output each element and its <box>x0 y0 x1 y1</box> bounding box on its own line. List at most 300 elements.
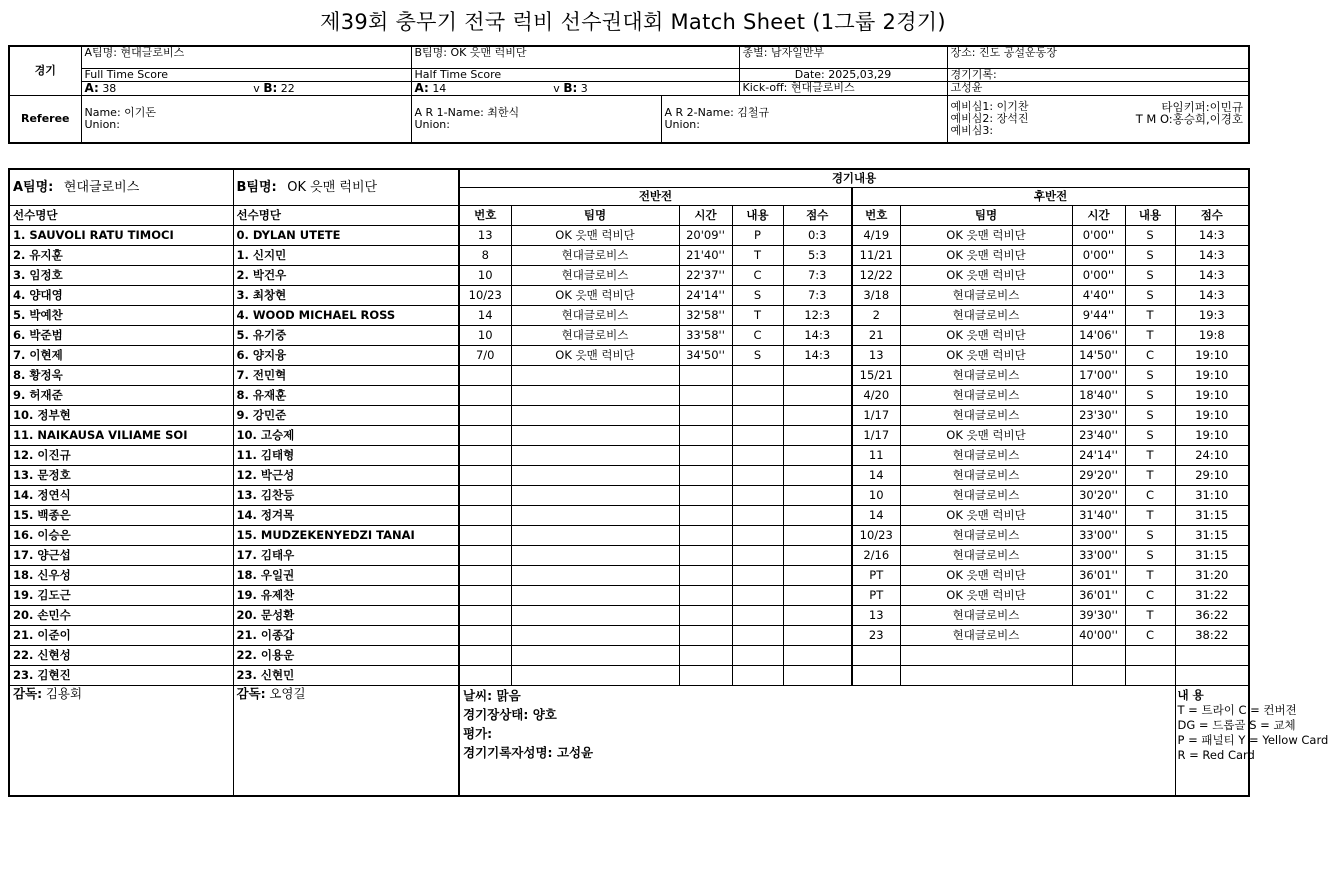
second-half-time: 33'00'' <box>1072 526 1125 546</box>
second-half-time: 0'00'' <box>1072 246 1125 266</box>
first-half-time <box>679 586 732 606</box>
second-half-no: 2 <box>852 306 900 326</box>
second-half-time: 23'30'' <box>1072 406 1125 426</box>
player-a: 20. 손민수 <box>9 606 233 626</box>
second-half-team: OK 읏맨 럭비단 <box>900 506 1072 526</box>
player-a: 12. 이진규 <box>9 446 233 466</box>
second-half-score: 19:8 <box>1175 326 1249 346</box>
first-half-team <box>511 586 679 606</box>
first-half-type: C <box>732 266 783 286</box>
first-half-no: 10 <box>459 326 511 346</box>
first-half-time <box>679 566 732 586</box>
half-time-score <box>411 81 739 95</box>
second-half-time: 14'06'' <box>1072 326 1125 346</box>
first-half-time <box>679 446 732 466</box>
first-half-time <box>679 646 732 666</box>
table-row <box>9 386 1249 406</box>
first-half-no <box>459 466 511 486</box>
player-b: 17. 김태우 <box>233 546 459 566</box>
table-row <box>9 286 1249 306</box>
first-half-no <box>459 606 511 626</box>
first-half-score <box>783 526 852 546</box>
player-a: 23. 김현진 <box>9 666 233 686</box>
player-b: 11. 김태형 <box>233 446 459 466</box>
first-half-score <box>783 586 852 606</box>
second-half-time: 33'00'' <box>1072 546 1125 566</box>
first-half-time <box>679 366 732 386</box>
second-half-team: OK 읏맨 럭비단 <box>900 426 1072 446</box>
first-half-time: 32'58'' <box>679 306 732 326</box>
second-half-team: 현대글로비스 <box>900 526 1072 546</box>
first-half-type: P <box>732 226 783 246</box>
first-half-score: 5:3 <box>783 246 852 266</box>
table-row <box>9 626 1249 646</box>
col-type2: 내용 <box>1125 206 1175 226</box>
first-half-type <box>732 606 783 626</box>
ht-b-label: B: <box>563 80 578 95</box>
player-b: 20. 문성환 <box>233 606 459 626</box>
table-row <box>9 306 1249 326</box>
first-half-no <box>459 646 511 666</box>
second-half-type: S <box>1125 406 1175 426</box>
table-row <box>9 546 1249 566</box>
second-half-no: 12/22 <box>852 266 900 286</box>
first-half-team: OK 읏맨 럭비단 <box>511 286 679 306</box>
player-a: 2. 유지훈 <box>9 246 233 266</box>
second-half-type: C <box>1125 486 1175 506</box>
referee-name-text: Name: 이기돈 <box>84 105 157 119</box>
first-half-team <box>511 546 679 566</box>
first-half-no <box>459 386 511 406</box>
second-half-no: 10/23 <box>852 526 900 546</box>
first-half-no <box>459 426 511 446</box>
first-half-team <box>511 666 679 686</box>
referee-label: Referee <box>9 95 81 143</box>
first-half-type <box>732 506 783 526</box>
second-half-team: OK 읏맨 럭비단 <box>900 566 1072 586</box>
first-half-time <box>679 506 732 526</box>
match-content-table <box>8 168 1328 797</box>
player-a: 13. 문정호 <box>9 466 233 486</box>
second-half-type: C <box>1125 346 1175 366</box>
reserve2: 예비심2: 장석진 <box>950 111 1029 125</box>
second-half-score: 24:10 <box>1175 446 1249 466</box>
first-half-team: 현대글로비스 <box>511 306 679 326</box>
second-half-team: 현대글로비스 <box>900 546 1072 566</box>
first-half-score <box>783 646 852 666</box>
second-half-no: 11 <box>852 446 900 466</box>
first-half-no <box>459 446 511 466</box>
second-half-type <box>1125 646 1175 666</box>
second-half-score: 14:3 <box>1175 286 1249 306</box>
table-row <box>9 666 1249 686</box>
player-b: 5. 유기중 <box>233 326 459 346</box>
legend-1: T = 트라이 C = 컨버젼 <box>1177 703 1297 717</box>
second-half-type: S <box>1125 286 1175 306</box>
second-half-team: 현대글로비스 <box>900 446 1072 466</box>
team-a-header-label: A팀명: <box>13 180 54 195</box>
first-half-score: 7:3 <box>783 286 852 306</box>
second-half-team: 현대글로비스 <box>900 486 1072 506</box>
col-type: 내용 <box>732 206 783 226</box>
player-b: 19. 유제찬 <box>233 586 459 606</box>
second-half-time: 39'30'' <box>1072 606 1125 626</box>
first-half-type <box>732 546 783 566</box>
team-a-header <box>9 169 233 206</box>
first-half-time: 20'09'' <box>679 226 732 246</box>
player-a: 21. 이준이 <box>9 626 233 646</box>
first-half-type: S <box>732 286 783 306</box>
second-half-time <box>1072 646 1125 666</box>
first-half-score <box>783 666 852 686</box>
first-half-team <box>511 366 679 386</box>
first-half-team <box>511 386 679 406</box>
player-b: 9. 강민준 <box>233 406 459 426</box>
coach-b <box>233 686 459 796</box>
second-half-time: 18'40'' <box>1072 386 1125 406</box>
team-b-header <box>233 169 459 206</box>
first-half-type <box>732 486 783 506</box>
col-no: 번호 <box>459 206 511 226</box>
first-half-no <box>459 566 511 586</box>
second-half-type: S <box>1125 366 1175 386</box>
player-b: 21. 이종갑 <box>233 626 459 646</box>
second-half-team: OK 읏맨 럭비단 <box>900 346 1072 366</box>
first-half-team <box>511 526 679 546</box>
first-half-score <box>783 486 852 506</box>
second-half-type: T <box>1125 506 1175 526</box>
legend-4: R = Red Card <box>1177 748 1255 762</box>
first-half-no: 10 <box>459 266 511 286</box>
first-half-no <box>459 506 511 526</box>
second-half-team: 현대글로비스 <box>900 626 1072 646</box>
player-b: 1. 신지민 <box>233 246 459 266</box>
ft-b-label: B: <box>263 80 278 95</box>
player-a: 22. 신현성 <box>9 646 233 666</box>
second-half-score: 19:10 <box>1175 346 1249 366</box>
ht-a-label: A: <box>414 80 429 95</box>
second-half-time: 0'00'' <box>1072 226 1125 246</box>
first-half-team <box>511 646 679 666</box>
col-team2: 팀명 <box>900 206 1072 226</box>
reserve1: 예비심1: 이기찬 <box>950 99 1029 113</box>
first-half-time <box>679 666 732 686</box>
recorder-label: 경기기록: <box>947 68 1249 81</box>
second-half-type: S <box>1125 266 1175 286</box>
second-half-time: 29'20'' <box>1072 466 1125 486</box>
second-half-team: 현대글로비스 <box>900 606 1072 626</box>
table-row <box>9 486 1249 506</box>
second-half-time: 30'20'' <box>1072 486 1125 506</box>
second-half-no: 2/16 <box>852 546 900 566</box>
player-b: 6. 양지융 <box>233 346 459 366</box>
col-score: 점수 <box>783 206 852 226</box>
reserve3: 예비심3: <box>950 123 994 137</box>
first-half-score <box>783 386 852 406</box>
first-half-time: 34'50'' <box>679 346 732 366</box>
first-half-no: 7/0 <box>459 346 511 366</box>
match-info-table <box>8 45 1250 144</box>
coach-b-value: 오영길 <box>269 686 306 701</box>
first-half-score <box>783 626 852 646</box>
ht-a-score: 14 <box>432 81 447 95</box>
match-notes <box>459 686 1175 796</box>
legend-2: DG = 드롭골 S = 교체 <box>1177 718 1296 732</box>
first-half-time: 22'37'' <box>679 266 732 286</box>
second-half-team: OK 읏맨 럭비단 <box>900 586 1072 606</box>
second-half-no: 13 <box>852 606 900 626</box>
second-half-team: OK 읏맨 럭비단 <box>900 326 1072 346</box>
tmo: T M O:홍승희,이경호 <box>1135 111 1243 126</box>
second-half-type: S <box>1125 426 1175 446</box>
table-row <box>9 446 1249 466</box>
player-b: 4. WOOD MICHAEL ROSS <box>233 306 459 326</box>
second-half-time: 4'40'' <box>1072 286 1125 306</box>
first-half-type <box>732 626 783 646</box>
player-b: 18. 우일권 <box>233 566 459 586</box>
second-half-type: S <box>1125 546 1175 566</box>
first-half-score <box>783 546 852 566</box>
first-half-time <box>679 426 732 446</box>
first-half-no <box>459 666 511 686</box>
first-half-score: 7:3 <box>783 266 852 286</box>
first-half-score <box>783 406 852 426</box>
player-b: 8. 유재훈 <box>233 386 459 406</box>
player-a: 14. 정연식 <box>9 486 233 506</box>
ar1-union: Union: <box>414 117 450 131</box>
second-half-type: T <box>1125 446 1175 466</box>
first-half-type <box>732 366 783 386</box>
table-row <box>9 466 1249 486</box>
second-half-score: 14:3 <box>1175 266 1249 286</box>
first-half-time: 24'14'' <box>679 286 732 306</box>
first-half-team <box>511 606 679 626</box>
second-half-type: S <box>1125 386 1175 406</box>
first-half-team: 현대글로비스 <box>511 326 679 346</box>
first-half-time: 21'40'' <box>679 246 732 266</box>
second-half-header: 후반전 <box>852 188 1249 206</box>
player-a: 19. 김도근 <box>9 586 233 606</box>
second-half-time: 17'00'' <box>1072 366 1125 386</box>
first-half-score: 14:3 <box>783 326 852 346</box>
second-half-score: 31:15 <box>1175 546 1249 566</box>
coach-a <box>9 686 233 796</box>
first-half-score <box>783 366 852 386</box>
first-half-score: 0:3 <box>783 226 852 246</box>
ar1 <box>411 95 661 143</box>
second-half-score: 19:10 <box>1175 366 1249 386</box>
second-half-time: 36'01'' <box>1072 566 1125 586</box>
first-half-score: 12:3 <box>783 306 852 326</box>
first-half-team <box>511 566 679 586</box>
second-half-time: 9'44'' <box>1072 306 1125 326</box>
first-half-time <box>679 406 732 426</box>
table-row <box>9 506 1249 526</box>
second-half-type: T <box>1125 306 1175 326</box>
player-a: 17. 양근섭 <box>9 546 233 566</box>
field-condition: 경기장상태: 양호 <box>463 707 557 722</box>
recorder: 고성윤 <box>947 81 1249 95</box>
first-half-score <box>783 446 852 466</box>
col-time: 시간 <box>679 206 732 226</box>
second-half-time: 0'00'' <box>1072 266 1125 286</box>
second-half-type: S <box>1125 526 1175 546</box>
player-b: 0. DYLAN UTETE <box>233 226 459 246</box>
table-row <box>9 606 1249 626</box>
second-half-no: PT <box>852 586 900 606</box>
first-half-score: 14:3 <box>783 346 852 366</box>
table-row <box>9 566 1249 586</box>
second-half-no: 4/19 <box>852 226 900 246</box>
first-half-type <box>732 426 783 446</box>
table-row <box>9 406 1249 426</box>
first-half-time <box>679 626 732 646</box>
first-half-time <box>679 386 732 406</box>
second-half-team: 현대글로비스 <box>900 406 1072 426</box>
first-half-no: 8 <box>459 246 511 266</box>
first-half-team <box>511 486 679 506</box>
second-half-team <box>900 666 1072 686</box>
first-half-type: T <box>732 246 783 266</box>
first-half-score <box>783 426 852 446</box>
first-half-no <box>459 626 511 646</box>
table-row <box>9 646 1249 666</box>
second-half-score: 19:10 <box>1175 406 1249 426</box>
ht-v: v <box>553 81 560 95</box>
player-b: 7. 전민혁 <box>233 366 459 386</box>
timekeeper: 타임키퍼:이민규 <box>1161 99 1243 114</box>
col-team: 팀명 <box>511 206 679 226</box>
player-a: 16. 이승은 <box>9 526 233 546</box>
col-no2: 번호 <box>852 206 900 226</box>
first-half-type <box>732 586 783 606</box>
player-a: 5. 박예찬 <box>9 306 233 326</box>
player-a: 15. 백종은 <box>9 506 233 526</box>
second-half-score: 31:22 <box>1175 586 1249 606</box>
second-half-type: T <box>1125 326 1175 346</box>
kickoff: Kick-off: 현대글로비스 <box>739 81 947 95</box>
full-time-score-label: Full Time Score <box>81 68 411 81</box>
ft-a-label: A: <box>84 80 99 95</box>
second-half-score: 19:10 <box>1175 426 1249 446</box>
player-b: 10. 고승제 <box>233 426 459 446</box>
second-half-team: 현대글로비스 <box>900 466 1072 486</box>
coach-b-label: 감독: <box>236 686 266 701</box>
second-half-type: T <box>1125 466 1175 486</box>
second-half-no: 10 <box>852 486 900 506</box>
second-half-no: 11/21 <box>852 246 900 266</box>
player-b: 14. 정겨목 <box>233 506 459 526</box>
full-time-score <box>81 81 411 95</box>
first-half-type: C <box>732 326 783 346</box>
second-half-no: 23 <box>852 626 900 646</box>
first-half-type <box>732 386 783 406</box>
first-half-time <box>679 526 732 546</box>
second-half-no: 15/21 <box>852 366 900 386</box>
second-half-score: 31:15 <box>1175 506 1249 526</box>
second-half-team: 현대글로비스 <box>900 306 1072 326</box>
player-a: 7. 이현제 <box>9 346 233 366</box>
match-content-header: 경기내용 <box>459 169 1249 188</box>
player-b: 2. 박건우 <box>233 266 459 286</box>
player-b: 3. 최창현 <box>233 286 459 306</box>
first-half-no <box>459 406 511 426</box>
first-half-type <box>732 646 783 666</box>
second-half-score: 14:3 <box>1175 246 1249 266</box>
first-half-score <box>783 506 852 526</box>
coach-a-label: 감독: <box>13 686 43 701</box>
second-half-score: 31:20 <box>1175 566 1249 586</box>
first-half-team: OK 읏맨 럭비단 <box>511 346 679 366</box>
player-a: 4. 양대영 <box>9 286 233 306</box>
second-half-team: OK 읏맨 럭비단 <box>900 226 1072 246</box>
first-half-type: T <box>732 306 783 326</box>
second-half-score: 31:15 <box>1175 526 1249 546</box>
first-half-team: OK 읏맨 럭비단 <box>511 226 679 246</box>
recorder-sign: 경기기록자성명: 고성윤 <box>463 745 594 760</box>
team-b-header-label: B팀명: <box>236 180 277 195</box>
first-half-header: 전반전 <box>459 188 852 206</box>
second-half-no: 1/17 <box>852 426 900 446</box>
first-half-type <box>732 666 783 686</box>
player-a: 3. 임정호 <box>9 266 233 286</box>
ar2-name: A R 2-Name: 김철규 <box>664 105 770 119</box>
first-half-team <box>511 506 679 526</box>
first-half-type <box>732 466 783 486</box>
player-b: 22. 이용운 <box>233 646 459 666</box>
second-half-time: 14'50'' <box>1072 346 1125 366</box>
second-half-type <box>1125 666 1175 686</box>
first-half-time: 33'58'' <box>679 326 732 346</box>
second-half-score: 19:3 <box>1175 306 1249 326</box>
legend-title: 내 용 <box>1177 688 1204 702</box>
first-half-team: 현대글로비스 <box>511 266 679 286</box>
player-a: 10. 정부현 <box>9 406 233 426</box>
first-half-type: S <box>732 346 783 366</box>
team-b-header-value: OK 읏맨 럭비단 <box>287 180 378 195</box>
table-row <box>9 346 1249 366</box>
table-row <box>9 326 1249 346</box>
second-half-no: 21 <box>852 326 900 346</box>
col-time2: 시간 <box>1072 206 1125 226</box>
first-half-team <box>511 406 679 426</box>
second-half-team: 현대글로비스 <box>900 286 1072 306</box>
table-row <box>9 366 1249 386</box>
venue: 장소: 진도 공설운동장 <box>947 46 1249 68</box>
referee-union: Union: <box>84 117 120 131</box>
table-row <box>9 526 1249 546</box>
weather: 날씨: 맑음 <box>463 688 521 703</box>
table-row <box>9 426 1249 446</box>
second-half-type: C <box>1125 626 1175 646</box>
second-half-no: 3/18 <box>852 286 900 306</box>
coach-a-value: 김용회 <box>45 686 83 701</box>
first-half-type <box>732 446 783 466</box>
player-a: 11. NAIKAUSA VILIAME SOI <box>9 426 233 446</box>
second-half-team: OK 읏맨 럭비단 <box>900 266 1072 286</box>
second-half-score: 29:10 <box>1175 466 1249 486</box>
legend-3: P = 패널티 Y = Yellow Card <box>1177 733 1328 747</box>
player-b: 23. 신현민 <box>233 666 459 686</box>
second-half-score: 38:22 <box>1175 626 1249 646</box>
player-b-header: 선수명단 <box>233 206 459 226</box>
half-time-score-label: Half Time Score <box>411 68 739 81</box>
first-half-no <box>459 546 511 566</box>
referee-name <box>81 95 411 143</box>
second-half-score: 36:22 <box>1175 606 1249 626</box>
ar2-union: Union: <box>664 117 700 131</box>
second-half-team: OK 읏맨 럭비단 <box>900 246 1072 266</box>
